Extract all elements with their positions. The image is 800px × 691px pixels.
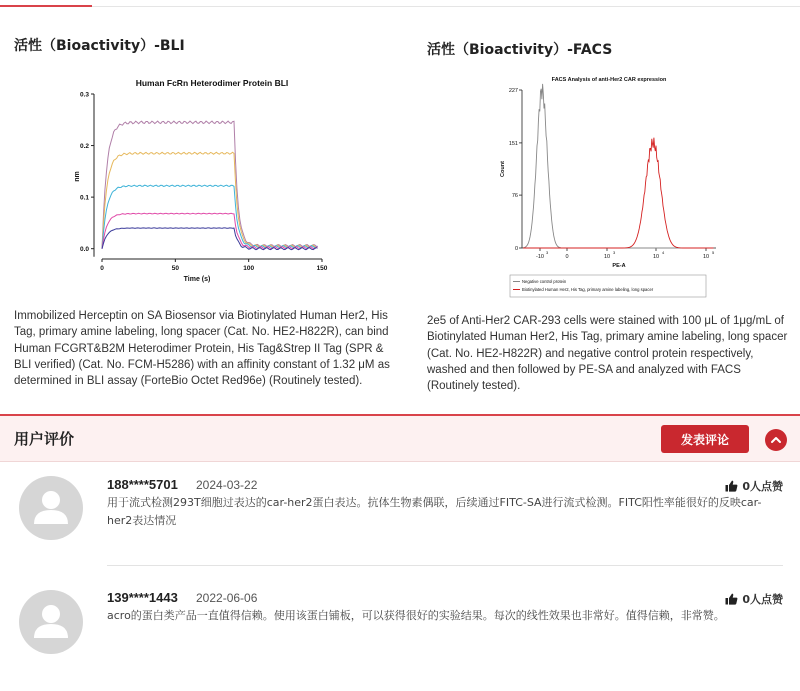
bli-x-tick-label: 0 xyxy=(100,265,104,272)
bli-chart-title: Human FcRn Heterodimer Protein BLI xyxy=(135,78,289,88)
facs-negative-histogram xyxy=(523,84,713,248)
bli-y-tick-label: 0.2 xyxy=(79,143,89,151)
facs-y-axis-label: Count xyxy=(500,161,506,177)
facs-x-tick-label: 10 xyxy=(652,254,660,260)
user-icon xyxy=(19,590,83,654)
facs-x-tick-exponent: 3 xyxy=(613,250,616,255)
facs-x-tick-label: -10 xyxy=(536,254,544,260)
facs-description: 2e5 of Anti-Her2 CAR-293 cells were stained with 100 μL of 1μg/mL of Biotinylated Human Her2, His Tag, primary amine labeling, long spacer (Cat. No. HE2-H822R) and negative control protein respectively, washed and then followed by PE-SA and analyzed with FACS (Routinely tested). xyxy=(427,315,788,393)
reviews-title: 用户评价 xyxy=(14,430,75,448)
facs-x-tick-label: 10 xyxy=(702,254,710,260)
facs-chart xyxy=(494,72,724,300)
facs-y-tick-label: 76 xyxy=(511,193,518,200)
like-count: 0人点赞 xyxy=(742,593,783,606)
bli-x-tick-label: 100 xyxy=(243,265,255,272)
facs-y-tick-label: 151 xyxy=(508,140,518,147)
like-button[interactable] xyxy=(725,478,783,494)
review-text: acro的蛋白类产品一直值得信赖。使用该蛋白铺板，可以获得很好的实验结果。每次的线性效果也非常好。值得信赖，非常赞。 xyxy=(107,609,725,622)
facs-legend xyxy=(510,275,706,297)
facs-y-tick-label: 0 xyxy=(514,246,518,252)
bli-series-line xyxy=(102,152,318,248)
facs-x-tick-exponent: 4 xyxy=(662,250,665,255)
bli-x-axis-label: Time (s) xyxy=(183,276,211,283)
chevron-up-icon xyxy=(770,434,782,446)
review-date: 2024-03-22 xyxy=(196,478,258,492)
thumbs-up-icon xyxy=(725,593,738,605)
review-text: 用于流式检测293T细胞过表达的car-her2蛋白表达。抗体生物素偶联，后续通过FITC-SA进行流式检测。FITC阳性率能很好的反映car-her2表达情况 xyxy=(107,496,762,527)
bli-x-tick-label: 150 xyxy=(316,265,328,272)
bli-series-line xyxy=(102,185,318,249)
facs-x-axis-label: PE-A xyxy=(612,263,626,269)
bli-series-line xyxy=(102,213,318,248)
top-divider xyxy=(0,6,800,7)
review-username: 139****1443 xyxy=(107,590,178,605)
facs-legend-label: Negative control protein xyxy=(522,279,567,284)
thumbs-up-icon xyxy=(725,480,738,492)
facs-chart-title: FACS Analysis of anti-Her2 CAR expression xyxy=(551,77,667,83)
bli-description: Immobilized Herceptin on SA Biosensor via Biotinylated Human Her2, His Tag, primary amine labeling, long spacer (Cat. No. HE2-H822R), can bind Human FCGRT&B2M Heterodimer Protein, His Tag&Strep II Tag (SPR & BLI verified) (Cat. No. FCM-H5286) with an affinity constant of 1.32 μM as determined in BLI assay (ForteBio Octet Red96e) (Routinely tested). xyxy=(14,310,390,388)
avatar xyxy=(19,590,83,654)
like-button[interactable] xyxy=(725,591,783,607)
review-divider xyxy=(107,565,783,566)
user-icon xyxy=(19,476,83,540)
facs-x-tick-label: 0 xyxy=(565,254,569,260)
active-tab-indicator xyxy=(0,5,92,7)
collapse-button[interactable] xyxy=(765,429,787,451)
facs-x-tick-exponent: 3 xyxy=(546,250,549,255)
facs-section-title: 活性（Bioactivity）-FACS xyxy=(427,42,613,58)
avatar xyxy=(19,476,83,540)
bli-y-tick-label: 0.0 xyxy=(79,246,89,254)
reviews-header xyxy=(0,414,800,462)
bli-y-tick-label: 0.3 xyxy=(79,91,89,99)
bli-section-title: 活性（Bioactivity）-BLI xyxy=(14,38,185,54)
facs-her2-histogram xyxy=(523,138,713,248)
facs-x-tick-label: 10 xyxy=(603,254,611,260)
bli-y-tick-label: 0.1 xyxy=(79,194,89,202)
review-date: 2022-06-06 xyxy=(196,591,258,605)
bli-y-axis-label: nm xyxy=(74,171,81,182)
bli-chart xyxy=(72,72,332,287)
write-review-button[interactable]: 发表评论 xyxy=(661,425,749,453)
facs-y-tick-label: 227 xyxy=(508,88,518,94)
facs-legend-label: Biotinylated Human Her2, His Tag, primary amine labeling, long spacer xyxy=(522,287,654,292)
like-count: 0人点赞 xyxy=(742,480,783,493)
facs-x-tick-exponent: 5 xyxy=(712,250,715,255)
bli-x-tick-label: 50 xyxy=(171,265,179,272)
review-username: 188****5701 xyxy=(107,477,178,492)
